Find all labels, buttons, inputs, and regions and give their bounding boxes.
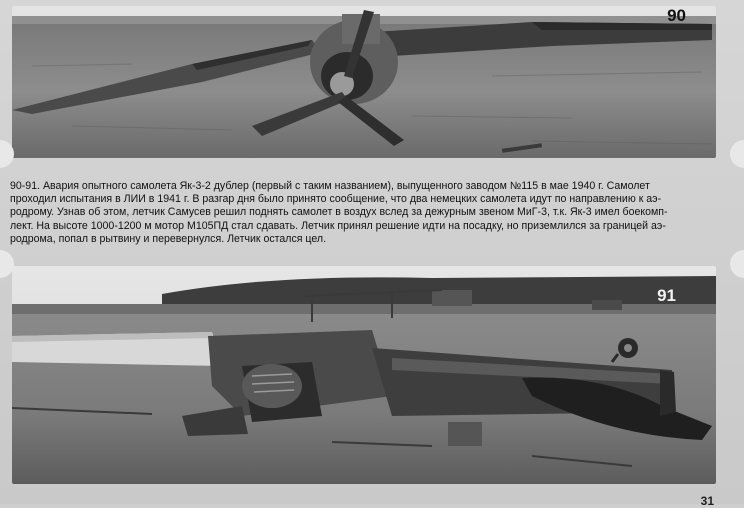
- caption-line: родрома, попал в рытвину и перевернулся. Летчик остался цел.: [10, 232, 327, 245]
- photo-90-crashed-aircraft: [12, 6, 716, 158]
- page-corner-decoration: [730, 250, 744, 278]
- photo-caption: [10, 180, 732, 246]
- page-corner-decoration: [730, 140, 744, 168]
- photo-91-overturned-aircraft: [12, 266, 716, 484]
- page-number: 31: [700, 494, 714, 508]
- caption-line: лект. На высоте 1000-1200 м мотор М105ПД стал сдавать. Летчик принял решение идти на посадку, но приземлился за границей аэ-: [10, 219, 666, 232]
- photo-number-91: 91: [657, 286, 676, 305]
- photo-90-image: [12, 6, 716, 158]
- caption-line: проходил испытания в ЛИИ в 1941 г. В разгар дня было принято сообщение, что два немецких самолета идут по направлению к аэ-: [10, 193, 662, 206]
- photo-91-image: [12, 266, 716, 484]
- caption-line: родрому. Узнав об этом, летчик Самусев решил поднять самолет в воздух вслед за дежурным звеном МиГ-3, т.к. Як-3 имел боекомп-: [10, 206, 668, 219]
- caption-line: 90-91. Авария опытного самолета Як-3-2 дублер (первый с таким названием), выпущенного заводом №115 в мае 1940 г. Самолет: [10, 180, 650, 192]
- photo-number-90: 90: [667, 6, 686, 25]
